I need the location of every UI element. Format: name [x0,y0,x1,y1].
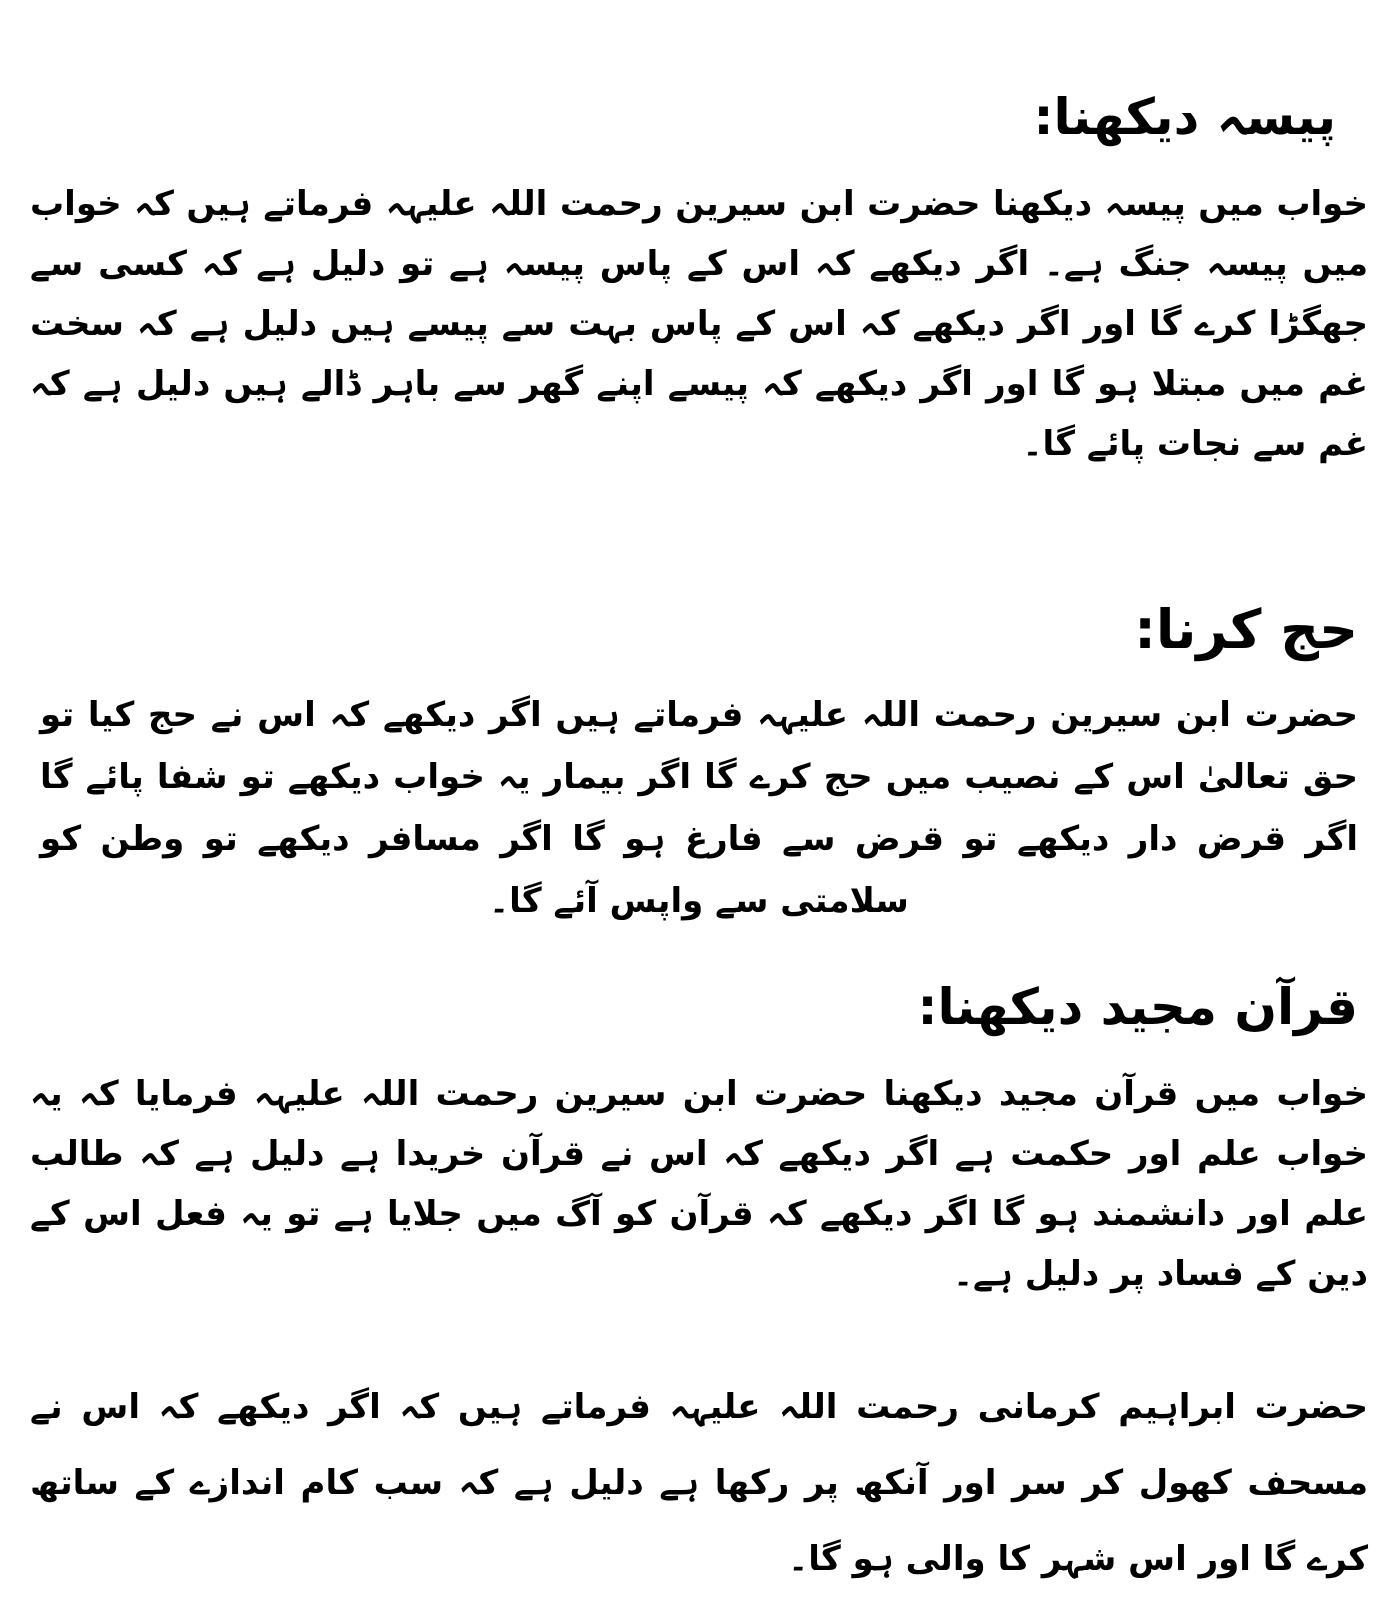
heading-performing-hajj: حج کرنا: [1134,597,1358,661]
heading-seeing-money: پیسہ دیکھنا: [1033,87,1336,146]
paragraph-performing-hajj: حضرت ابن سیرین رحمت اللہ علیہہ فرماتے ہیں اگر دیکھے کہ اس نے حج کیا تو حق تعالیٰ اس کے نصیب میں حج کرے گا اگر بیمار یہ خواب دیکھے تو شفا پائے گا اگر قرض دار دیکھے تو قرض سے فارغ ہو گا اگر مسافر دیکھے تو وطن کو سلامتی سے واپس آئے گا۔ [40,695,1358,921]
heading-seeing-quran: قرآن مجید دیکھنا: [917,977,1358,1036]
paragraph-ibrahim-kirmani: حضرت ابراہیم کرمانی رحمت اللہ علیہہ فرماتے ہیں کہ اگر دیکھے کہ اس نے مسحف کھول کر سر اور آنکھ پر رکھا ہے دلیل ہے کہ سب کام اندازے کے ساتھ کرے گا اور اس شہر کا والی ہو گا۔ [30,1387,1368,1579]
paragraph-seeing-money: خواب میں پیسہ دیکھنا حضرت ابن سیرین رحمت اللہ علیہہ فرماتے ہیں کہ خواب میں پیسہ جنگ ہے۔ اگر دیکھے کہ اس کے پاس پیسہ ہے تو دلیل ہے کہ کسی سے جھگڑا کرے گا اور اگر دیکھے کہ اس کے پاس بہت سے پیسے ہیں دلیل ہے کہ سخت غم میں مبتلا ہو گا اور اگر دیکھے کہ پیسے اپنے گھر سے باہر ڈالے ہیں دلیل ہے کہ غم سے نجات پائے گا۔ [30,184,1368,464]
paragraph-seeing-quran: خواب میں قرآن مجید دیکھنا حضرت ابن سیرین رحمت اللہ علیہہ فرمایا کہ یہ خواب علم اور حکمت ہے اگر دیکھے کہ اس نے قرآن خریدا ہے دلیل ہے کہ طالب علم اور دانشمند ہو گا اگر دیکھے کہ قرآن کو آگ میں جلایا ہے تو یہ فعل اس کے دین کے فساد پر دلیل ہے۔ [30,1074,1368,1294]
